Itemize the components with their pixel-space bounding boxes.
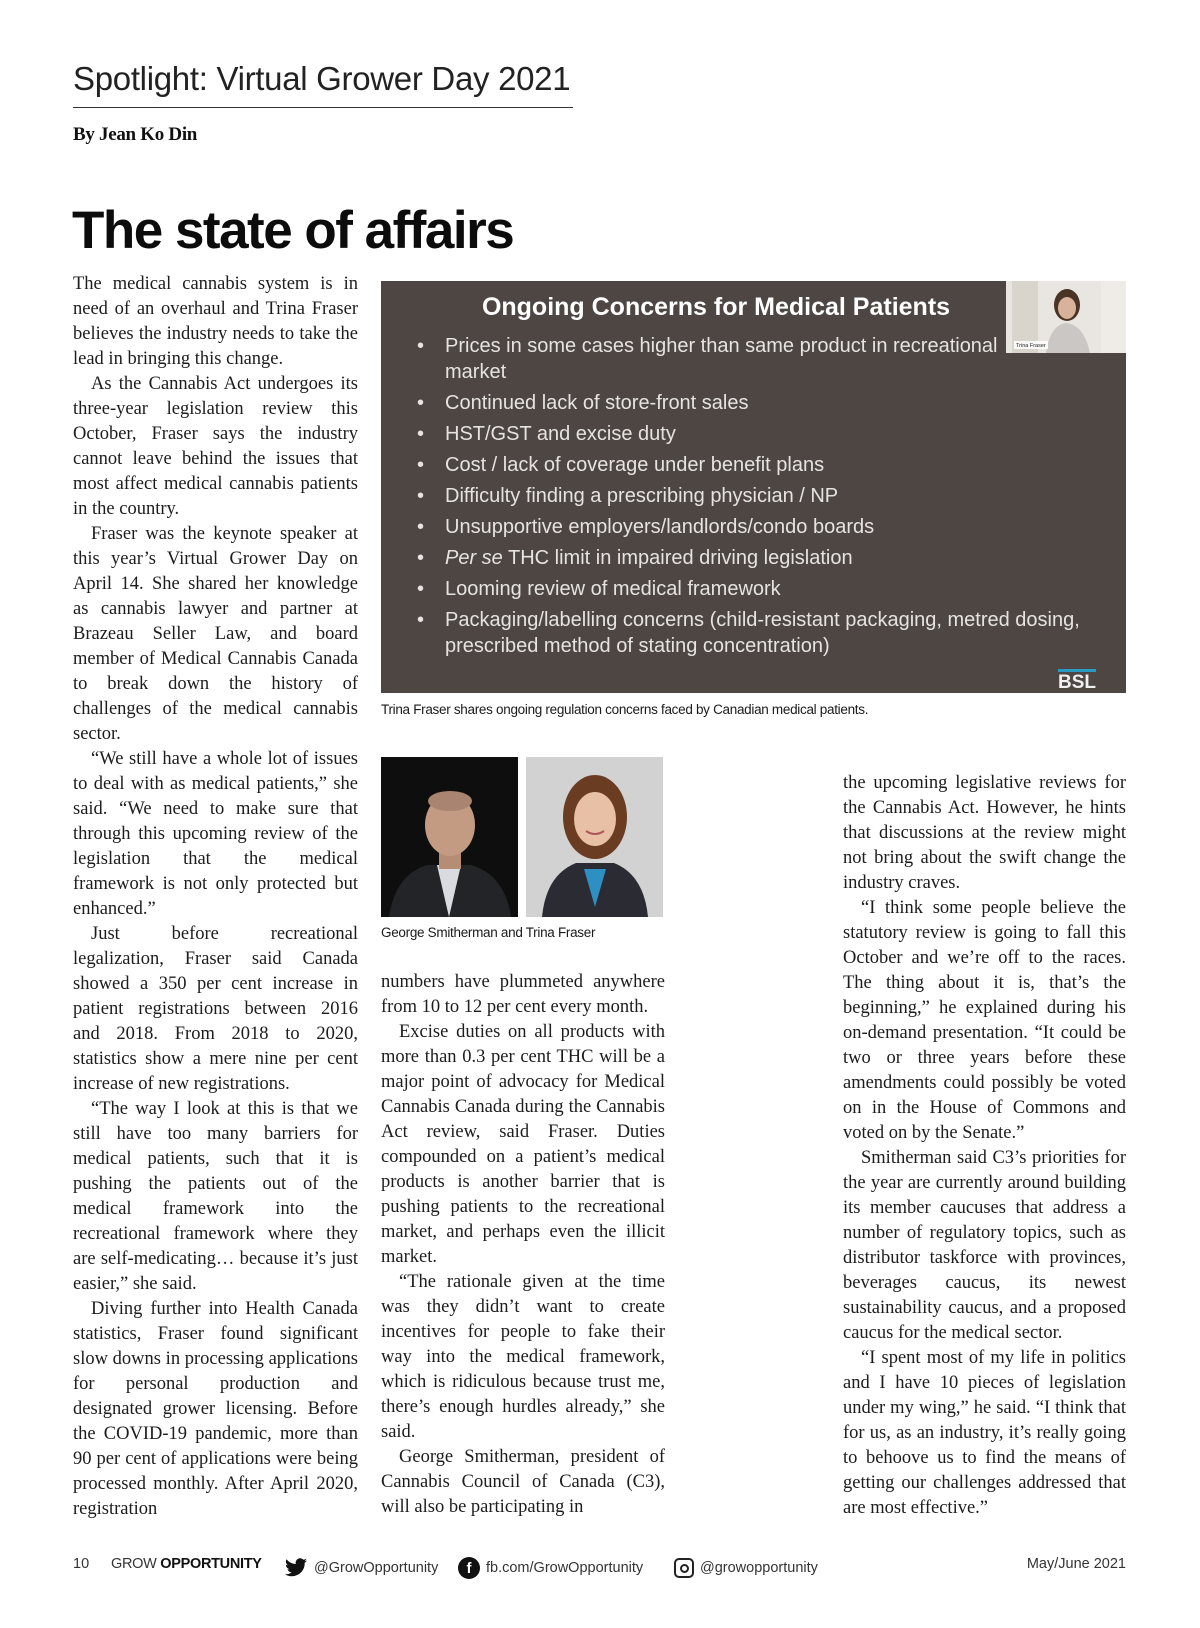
instagram-handle[interactable] bbox=[674, 1556, 818, 1580]
webcam-person-image bbox=[1006, 281, 1126, 353]
photo-trina-fraser bbox=[526, 757, 663, 917]
bullet-icon: • bbox=[417, 423, 425, 445]
facebook-link[interactable] bbox=[458, 1556, 643, 1580]
slide-bullet: • Packaging/labelling concerns (child-resistant packaging, metred dosing, prescribed method of stating concentration) bbox=[417, 609, 1080, 657]
bullet-icon: • bbox=[417, 609, 425, 631]
twitter-icon bbox=[284, 1558, 308, 1578]
paragraph: “The rationale given at the time was they didn’t want to create incentives for people to fake their way into the medical framework, which is ridiculous because trust me, there’s enough hurdles already,” she said. bbox=[381, 1272, 665, 1442]
bullet-icon: • bbox=[417, 392, 425, 414]
bullet-icon: • bbox=[417, 485, 425, 507]
paragraph: Fraser was the keynote speaker at this year’s Virtual Grower Day on April 14. She shared her knowledge as cannabis lawyer and partner at Brazeau Seller Law, and board member of Medical Cannabis Canada to break down the history of challenges of the medical cannabis sector. bbox=[73, 524, 358, 744]
paragraph: Just before recreational legalization, Fraser said Canada showed a 350 per cent increase in patient registrations between 2016 and 2018. From 2018 to 2020, statistics show a mere nine per cent increase of new registrations. bbox=[73, 924, 358, 1094]
paragraph: “We still have a whole lot of issues to deal with as medical patients,” she said. “We need to make sure that through this upcoming review of the legislation that the medical framework is not only protected but enhanced.” bbox=[73, 749, 358, 919]
slide-bullet-list bbox=[417, 333, 1117, 664]
photo-george-smitherman bbox=[381, 757, 518, 917]
slide-bullet: • HST/GST and excise duty bbox=[417, 423, 676, 445]
slide-bullet: • Difficulty finding a prescribing physician / NP bbox=[417, 485, 839, 507]
twitter-handle[interactable] bbox=[284, 1556, 438, 1580]
bullet-icon: • bbox=[417, 516, 425, 538]
slide-title: Ongoing Concerns for Medical Patients bbox=[481, 293, 951, 321]
page-number: 10 bbox=[73, 1556, 90, 1572]
paragraph: “I think some people believe the statutory review is going to fall this October and we’re off to the races. The thing about it is, that’s the beginning,” he explained during his on-demand presentation. “It could be two or three years before these amendments could possibly be voted on in the House of Commons and voted on by the Senate.” bbox=[843, 898, 1126, 1143]
bullet-icon: • bbox=[417, 335, 425, 357]
paragraph: Excise duties on all products with more than 0.3 per cent THC will be a major point of advocacy for Medical Cannabis Canada during the Cannabis Act review, said Fraser. Duties compounded on a patient’s medical products is another barrier that is pushing patients to the recreational market, and perhaps even the illicit market. bbox=[381, 1022, 665, 1267]
slide-bullet: • Prices in some cases higher than same product in recreational market bbox=[417, 335, 998, 383]
paragraph: numbers have plummeted anywhere from 10 to 12 per cent every month. bbox=[381, 972, 665, 1017]
presentation-slide-image bbox=[381, 281, 1126, 693]
bsl-logo: BSL bbox=[1058, 669, 1096, 693]
slide-bullet: • Per se THC limit in impaired driving legislation bbox=[417, 547, 853, 569]
section-title: Spotlight: Virtual Grower Day 2021 bbox=[73, 60, 571, 97]
instagram-icon bbox=[674, 1558, 694, 1578]
article-column-2 bbox=[381, 970, 665, 1540]
slide-bullet: • Continued lack of store-front sales bbox=[417, 392, 749, 414]
bullet-icon: • bbox=[417, 547, 425, 569]
slide-bullet: • Unsupportive employers/landlords/condo boards bbox=[417, 516, 875, 538]
paragraph: George Smitherman, president of Cannabis Council of Canada (C3), will also be participating in bbox=[381, 1447, 665, 1517]
paragraph: The medical cannabis system is in need of an overhaul and Trina Fraser believes the industry needs to take the lead in bringing this change. bbox=[73, 274, 358, 369]
paragraph: “The way I look at this is that we still have too many barriers for medical patients, such that it is pushing the patients out of the medical framework into the recreational framework where they are self-medicating… because it’s just easier,” she said. bbox=[73, 1099, 358, 1294]
twitter-label: @GrowOpportunity bbox=[314, 1560, 439, 1576]
webcam-name-label: Trina Fraser bbox=[1016, 343, 1046, 349]
webcam-inset bbox=[1006, 281, 1126, 353]
paragraph: Smitherman said C3’s priorities for the year are currently around building its member caucuses that address a number of regulatory topics, such as distributor taskforce with provinces, beverages caucus, its newest sustainability caucus, and a proposed caucus for the medical sector. bbox=[843, 1148, 1126, 1343]
issue-date: May/June 2021 bbox=[1026, 1556, 1126, 1572]
article-column-3 bbox=[843, 771, 1126, 1541]
headline: The state of affairs bbox=[72, 201, 514, 260]
article-column-1 bbox=[73, 272, 358, 1542]
bullet-icon: • bbox=[417, 578, 425, 600]
slide-bullet: • Cost / lack of coverage under benefit plans bbox=[417, 454, 825, 476]
paragraph: the upcoming legislative reviews for the Cannabis Act. However, he hints that discussions at the review might not bring about the swift change the industry craves. bbox=[843, 773, 1126, 893]
facebook-icon: f bbox=[458, 1557, 480, 1579]
photo-caption: George Smitherman and Trina Fraser bbox=[381, 925, 596, 940]
byline: By Jean Ko Din bbox=[73, 124, 198, 145]
paragraph: As the Cannabis Act undergoes its three-year legislation review this October, Fraser says the industry cannot leave behind the issues that most affect medical cannabis patients in the country. bbox=[73, 374, 358, 519]
paragraph: “I spent most of my life in politics and I have 10 pieces of legislation under my wing,” he said. “I think that for us, as an industry, it’s really going to behoove us to find the means of getting our challenges addressed that are most effective.” bbox=[843, 1348, 1126, 1518]
section-rule bbox=[73, 107, 573, 108]
bullet-icon: • bbox=[417, 454, 425, 476]
magazine-brand: GROW OPPORTUNITY bbox=[111, 1556, 262, 1572]
slide-caption: Trina Fraser shares ongoing regulation concerns faced by Canadian medical patients. bbox=[381, 702, 869, 717]
slide-bullet: • Looming review of medical framework bbox=[417, 578, 781, 600]
paragraph: Diving further into Health Canada statistics, Fraser found significant slow downs in processing applications for personal production and designated grower licensing. Before the COVID-19 pandemic, more than 90 per cent of applications were being processed monthly. After April 2020, registration bbox=[73, 1299, 358, 1519]
facebook-label: fb.com/GrowOpportunity bbox=[486, 1560, 644, 1576]
instagram-label: @growopportunity bbox=[700, 1560, 818, 1576]
